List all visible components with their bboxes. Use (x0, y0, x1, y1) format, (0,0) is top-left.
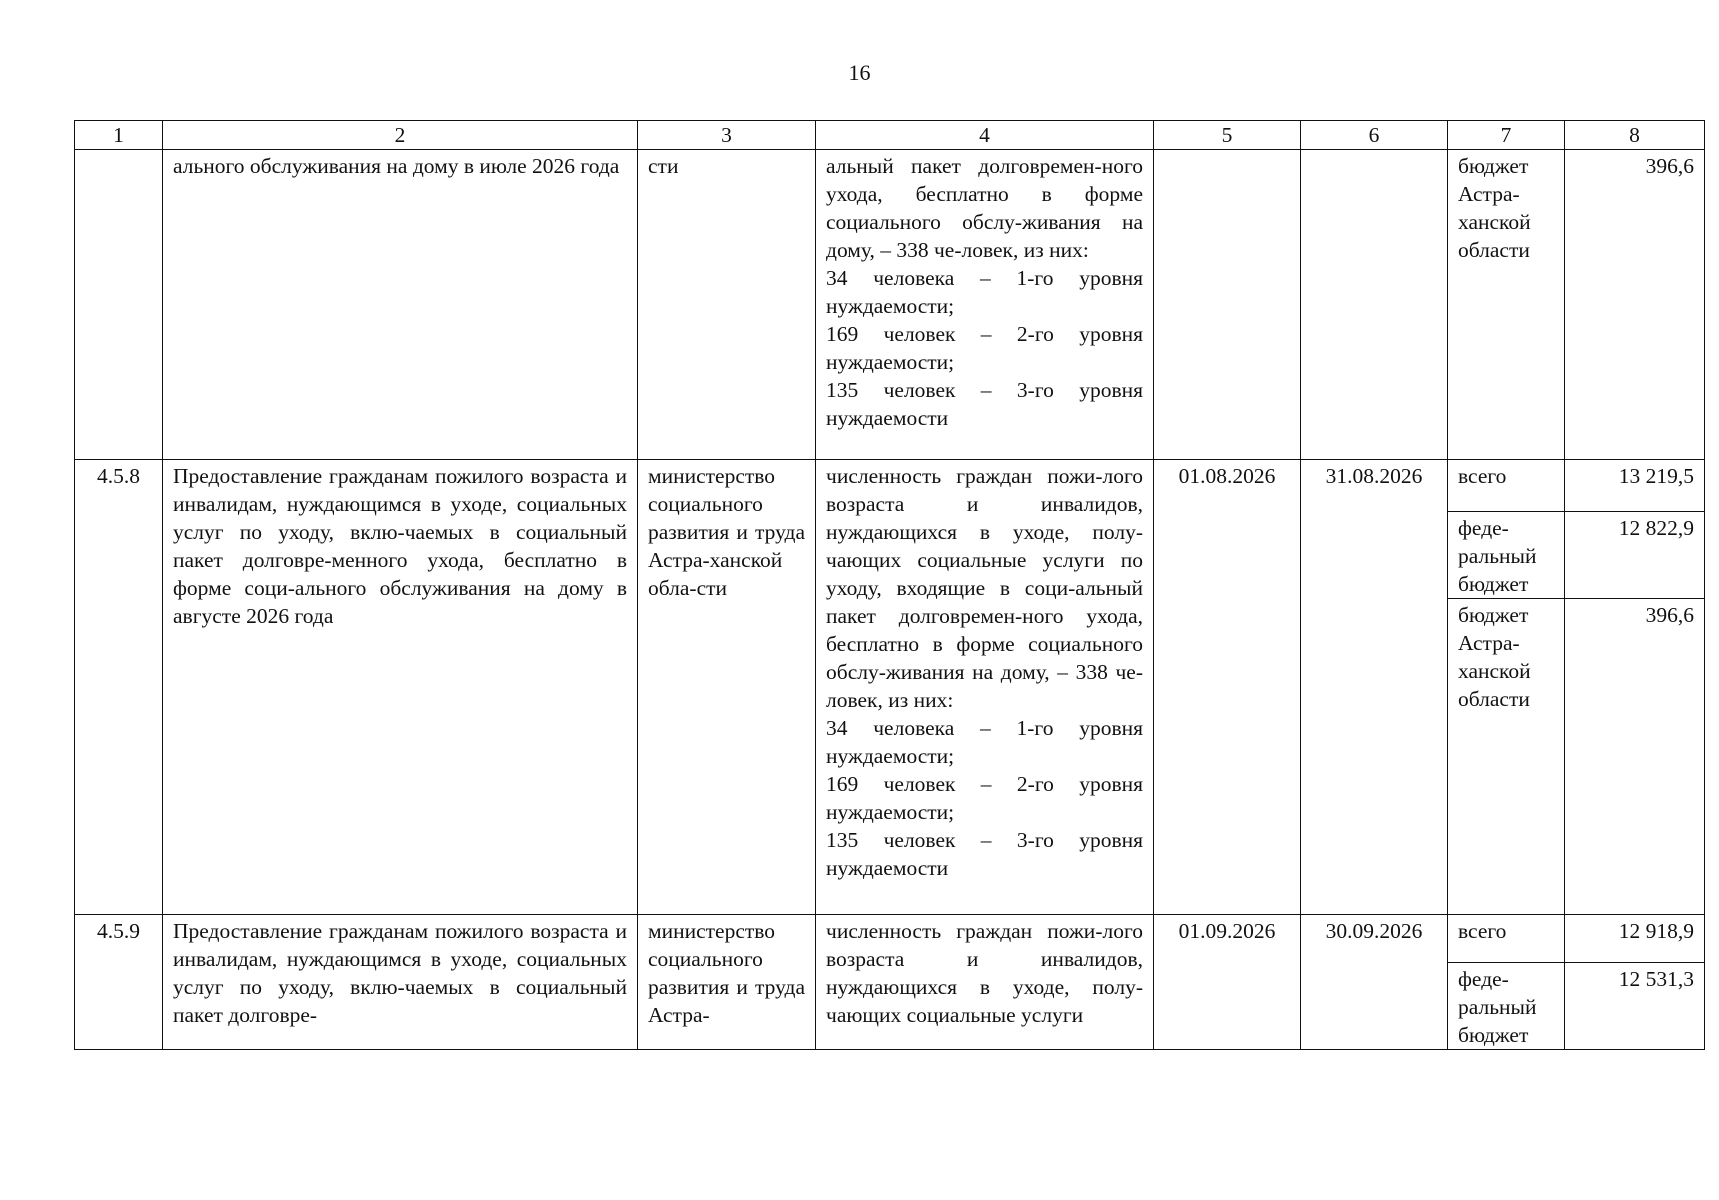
row-executor: министерство социального развития и труда Астра- (638, 915, 816, 1050)
row-description: Предоставление гражданам пожилого возраста и инвалидам, нуждающимся в уходе, социальных услуг по уходу, вклю-чаемых в социальный пакет долговре-менного ухода, бесплатно в форме соци-ального обслуживания на дому в августе 2026 года (163, 460, 638, 915)
indicator-line: альный пакет долговремен-ного ухода, бесплатно в форме социального обслу-живания на дому, – 338 че-ловек, из них: (826, 154, 1143, 262)
row-executor: министерство социального развития и труда Астра-ханской обла-сти (638, 460, 816, 915)
funding-amount: 13 219,5 (1565, 460, 1705, 512)
column-header: 7 (1448, 121, 1565, 150)
row-indicator (816, 150, 1154, 460)
row-number: 4.5.9 (75, 915, 163, 1050)
row-executor: сти (638, 150, 816, 460)
column-number-header (75, 121, 1705, 150)
measures-table (74, 120, 1705, 1050)
funding-source: бюджет Астра-ханской области (1448, 150, 1565, 460)
indicator-line: численность граждан пожи-лого возраста и инвалидов, нуждающихся в уходе, полу-чающих социальные услуги (826, 919, 1143, 1027)
funding-amount: 12 918,9 (1565, 915, 1705, 963)
column-header: 5 (1154, 121, 1301, 150)
funding-source: феде-ральный бюджет (1448, 963, 1565, 1050)
row-number: 4.5.8 (75, 460, 163, 915)
row-description: ального обслуживания на дому в июле 2026 года (163, 150, 638, 460)
row-end-date (1301, 150, 1448, 460)
indicator-line: 34 человека – 1-го уровня нуждаемости; (826, 716, 1143, 768)
indicator-line: 135 человек – 3-го уровня нуждаемости (826, 378, 1143, 430)
funding-amount: 12 531,3 (1565, 963, 1705, 1050)
indicator-line: 169 человек – 2-го уровня нуждаемости; (826, 772, 1143, 824)
funding-amount: 396,6 (1565, 599, 1705, 915)
indicator-line: численность граждан пожи-лого возраста и инвалидов, нуждающихся в уходе, полу-чающих социальные услуги по уходу, входящие в соци-альный пакет долговремен-ного ухода, бесплатно в форме социального обслу-живания на дому, – 338 че-ловек, из них: (826, 464, 1143, 712)
funding-amount: 396,6 (1565, 150, 1705, 460)
column-header: 8 (1565, 121, 1705, 150)
column-header: 4 (816, 121, 1154, 150)
table-row (75, 460, 1705, 512)
funding-source: всего (1448, 915, 1565, 963)
funding-source: всего (1448, 460, 1565, 512)
row-end-date: 30.09.2026 (1301, 915, 1448, 1050)
indicator-line: 169 человек – 2-го уровня нуждаемости; (826, 322, 1143, 374)
indicator-line: 135 человек – 3-го уровня нуждаемости (826, 828, 1143, 880)
row-start-date: 01.09.2026 (1154, 915, 1301, 1050)
funding-source: феде-ральный бюджет (1448, 512, 1565, 599)
row-start-date: 01.08.2026 (1154, 460, 1301, 915)
row-description: Предоставление гражданам пожилого возраста и инвалидам, нуждающимся в уходе, социальных услуг по уходу, вклю-чаемых в социальный пакет долговре- (163, 915, 638, 1050)
column-header: 6 (1301, 121, 1448, 150)
row-number (75, 150, 163, 460)
row-start-date (1154, 150, 1301, 460)
column-header: 3 (638, 121, 816, 150)
table-row (75, 915, 1705, 963)
indicator-line: 34 человека – 1-го уровня нуждаемости; (826, 266, 1143, 318)
row-indicator (816, 915, 1154, 1050)
row-indicator (816, 460, 1154, 915)
column-header: 1 (75, 121, 163, 150)
table-row (75, 150, 1705, 460)
row-end-date: 31.08.2026 (1301, 460, 1448, 915)
column-header: 2 (163, 121, 638, 150)
funding-source: бюджет Астра-ханской области (1448, 599, 1565, 915)
funding-amount: 12 822,9 (1565, 512, 1705, 599)
page-number: 16 (848, 60, 871, 85)
